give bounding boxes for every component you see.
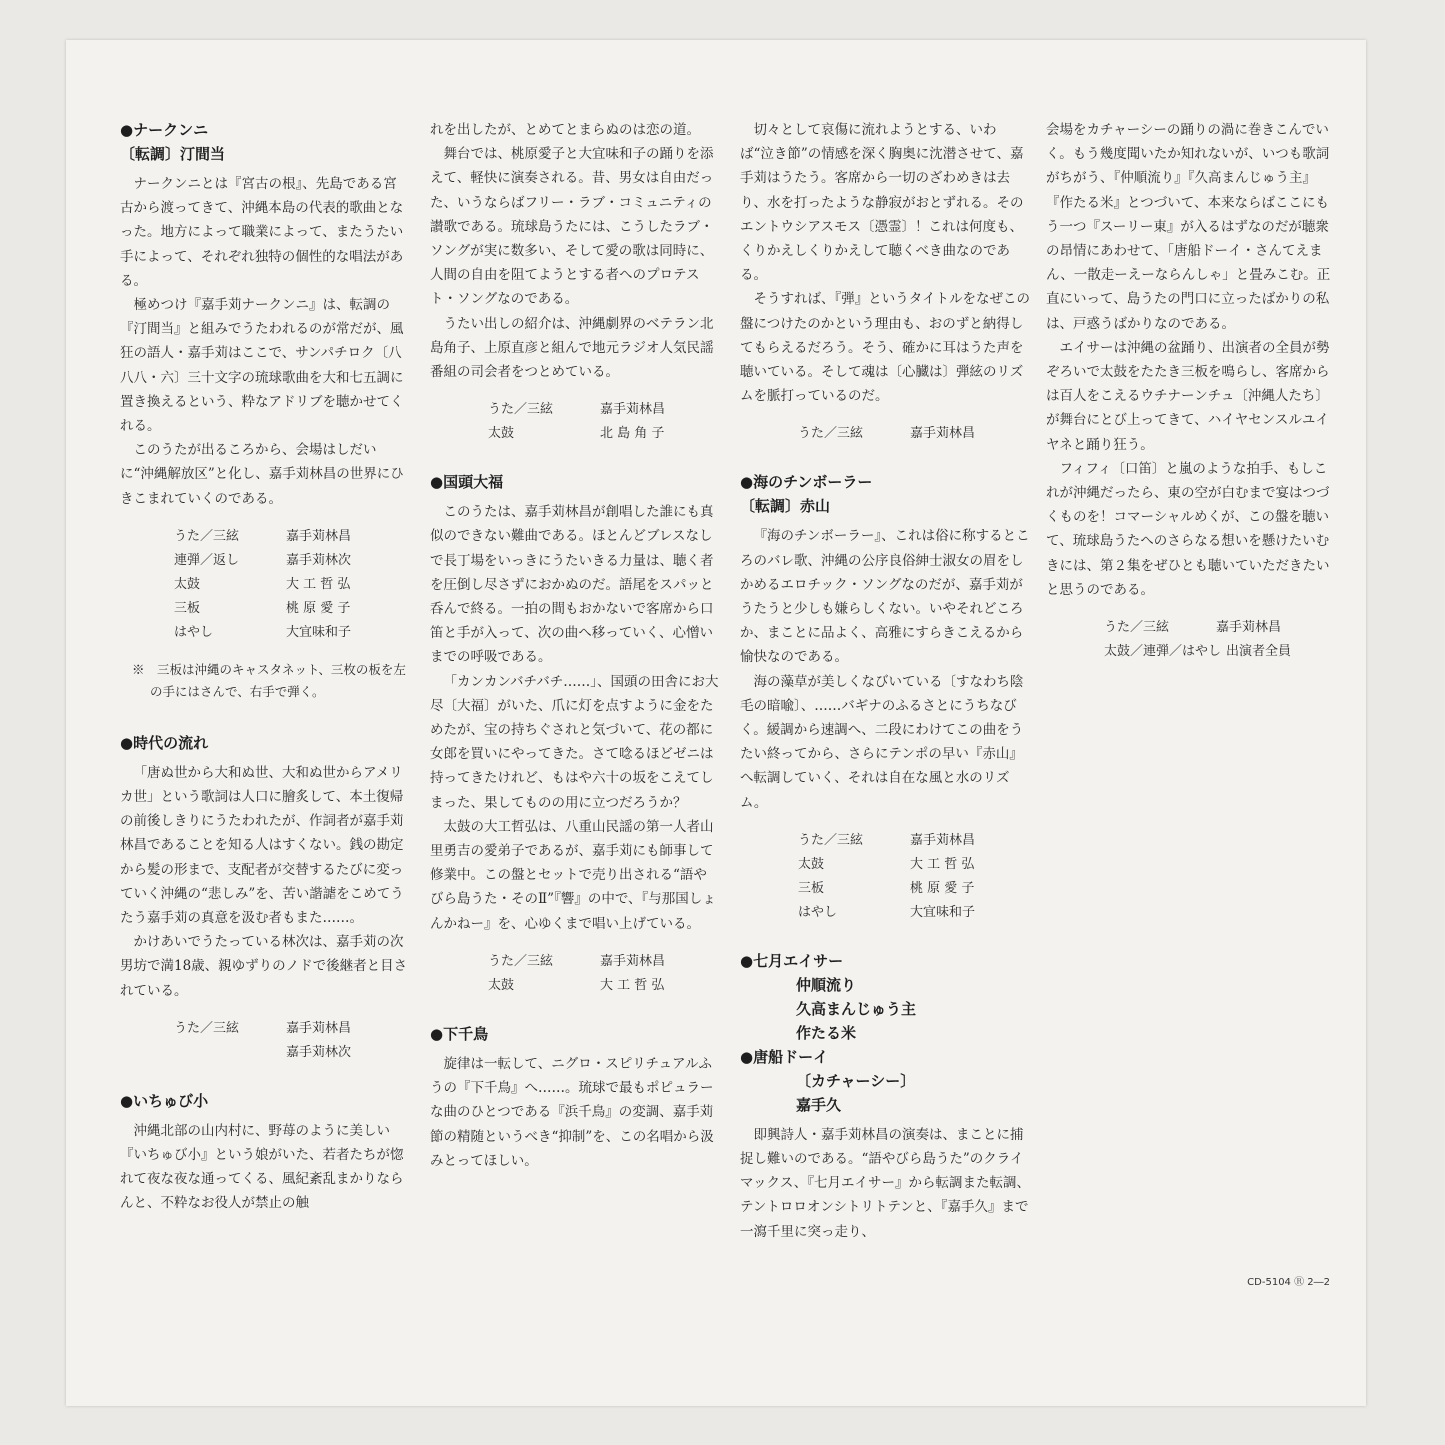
section-title: ●海のチンボーラー (740, 473, 873, 492)
liner-notes-sheet (66, 40, 1366, 1406)
column-3 (740, 118, 1030, 1244)
credits (430, 950, 720, 998)
paragraph: そうすれば、『弾』というタイトルをなぜこの盤につけたのかという理由も、おのずと納得してもらえるだろう。そう、確かに耳はうた声を聴いている。そして魂は〔心臓は〕弾絃のリズムを脈打っているのだ。 (740, 291, 1030, 405)
credits (740, 829, 1030, 925)
credit-row: うた／三絃 嘉手苅林昌 (174, 528, 352, 544)
credit-row: うた／三絃 嘉手苅林昌 (174, 1020, 352, 1036)
credits (740, 422, 1030, 446)
catalog-number: CD-5104 Ⓡ 2―2 (1247, 1277, 1330, 1288)
track-subtitle: 〔カチャーシー〕 (796, 1071, 916, 1090)
paragraph: エイサーは沖縄の盆踊り、出演者の全員が勢ぞろいで太鼓をたたき三板を鳴らし、客席からは百人をこえるウチナーンチュ〔沖縄人たち〕が舞台にとび上ってきて、ハイヤセンスルユイヤネと踊り狂う。 (1046, 339, 1330, 453)
column-2 (430, 118, 720, 1173)
credit-row: 太鼓 大 工 哲 弘 (798, 856, 975, 872)
credit-row: うた／三絃 嘉手苅林昌 (798, 832, 976, 848)
paragraph: ナークンニとは『宮古の根』、先島である宮古から渡ってきて、沖縄本島の代表的歌曲となった。地方によって職業によって、またうたい手によって、それぞれ独特の個性的な唱法がある。 (120, 176, 404, 289)
credit-row: 嘉手苅林次 (286, 1044, 352, 1060)
track-subtitle: 久高まんじゅう主 (796, 999, 917, 1018)
paragraph: 切々として哀傷に流れようとする、いわば“泣き節”の情感を深く胸奥に沈潜させて、嘉手苅はうたう。客席から一切のざわめきは去り、水を打ったような静寂がおとずれる。そのエントウシアスモス〔憑霊〕！これは何度も、くりかえしくりかえして聴くべき曲なのである。 (740, 122, 1024, 284)
track-subtitle: 仲順流り (796, 975, 857, 994)
section-title: ●下千鳥 (430, 1024, 489, 1043)
section-title: ●唐船ドーイ (740, 1047, 829, 1066)
paragraph: フィフィ〔口笛〕と嵐のような拍手、もしこれが沖縄だったら、東の空が白むまで宴はつづくものを！コマーシャルめくが、この盤を聴いて、琉球島うたへのさらなる想いを懸けたいむきには、第２集をぜひとも聴いていただきたいと思うのである。 (1046, 460, 1330, 598)
credits (120, 1017, 410, 1065)
credit-row: はやし 大宜味和子 (798, 904, 976, 920)
paragraph: れを出したが、とめてとまらぬのは恋の道。 (430, 122, 700, 138)
section-title: ●七月エイサー (740, 951, 844, 970)
paragraph: 極めつけ『嘉手苅ナークンニ』は、転調の『汀間当』と組みでうたわれるのが常だが、風狂の語人・嘉手苅はここで、サンパチロク〔八八八・六〕三十文字の琉球歌曲を大和七五調に置き換えるという、粋なアドリブを聴かせてくれる。 (120, 297, 404, 435)
paragraph: 太鼓の大工哲弘は、八重山民謡の第一人者山里勇吉の愛弟子であるが、嘉手苅にも師事して修業中。この盤とセットで売り出される“語やびら島うた・そのⅡ”『響』の中で、『与那国しょんかねー』を、心ゆくまで唱い上げている。 (430, 818, 716, 932)
paragraph: うたい出しの紹介は、沖縄劇界のベテラン北島角子、上原直彦と組んで地元ラジオ人気民謡番組の司会者をつとめている。 (430, 315, 714, 381)
track-subtitle: 作たる米 (796, 1023, 857, 1042)
paragraph: 即興詩人・嘉手苅林昌の演奏は、まことに捕捉し難いのである。“語やびら島うた”のクライマックス、『七月エイサー』から転調また転調、テントロロオンシトリトテンと、『嘉手久』まで一瀉千里に突っ走り、 (740, 1126, 1030, 1240)
footnote: ※ 三板は沖縄のキャスタネット、三枚の板を左の手にはさんで、右手で弾く。 (132, 661, 406, 699)
column-1 (120, 118, 410, 1216)
paragraph: 「カンカンバチバチ……」、国頭の田舎にお大尽〔大福〕がいた、爪に灯を点すように金をためたが、宝の持ちぐされと気づいて、花の都に女郎を買いにやってきた。さて唸るほどゼニは持ってきたけれど、もはや六十の坂をこえてしまった、果してものの用に立つだろうか？ (430, 673, 719, 811)
paragraph: 「唐ぬ世から大和ぬ世、大和ぬ世からアメリカ世」という歌詞は人口に膾炙して、本土復帰の前後しきりにうたわれたが、作詞者が嘉手苅林昌であることを知る人はすくない。銭の勘定から髪の形まで、支配者が交替するたびに変っていく沖縄の“悲しみ”を、苦い諧謔をこめてうたう嘉手苅の真意を汲む者もまた……。 (120, 764, 404, 927)
section-subtitle: 〔転調〕赤山 (740, 497, 831, 516)
credits (1046, 616, 1336, 664)
paragraph: このうたは、嘉手苅林昌が創唱した誰にも真似のできない難曲である。ほとんどブレスなしで長丁場をいっきにうたいきる力量は、聴く者を圧倒し尽さずにおかぬのだ。語尾をスパッと呑んで終る。一拍の間もおかないで客席から口笛と手が入って、次の曲へ移っていく、心憎いまでの呼吸である。 (430, 504, 714, 666)
paragraph: 海の藻草が美しくなびいている〔すなわち陰毛の暗喩〕、……バギナのふるさとにうちなびく。緩調から速調へ、二段にわけてこの曲をうたい終ってから、さらにテンポの早い『赤山』へ転調していく、それは自在な風と水のリズム。 (740, 673, 1024, 811)
paragraph: 沖縄北部の山内村に、野苺のように美しい『いちゅび小』という娘がいた、若者たちが惚れて夜な夜な通ってくる、風紀紊乱まかりならんと、不粋なお役人が禁止の触 (120, 1122, 404, 1212)
credit-row: 三板 桃 原 愛 子 (798, 880, 975, 896)
paragraph: 会場をカチャーシーの踊りの渦に巻きこんでいく。もう幾度聞いたか知れないが、いつも歌詞がちがう、『仲順流り』『久高まんじゅう主』『作たる米』とつづいて、本来ならばここにもう一つ『スーリー東』が入るはずなのだが聴衆の昂情にあわせて、「唐船ドーイ・さんてえまん、一散走ーえーならんしゃ」と畳みこむ。正直にいって、島うたの門口に立ったばかりの私は、戸惑うばかりなのである。 (1046, 122, 1331, 332)
credit-row: 三板 桃 原 愛 子 (174, 600, 351, 616)
section-title: ●いちゅび小 (120, 1091, 209, 1110)
paragraph: 『海のチンボーラー』、これは俗に称するところのバレ歌、沖縄の公序良俗紳士淑女の眉をしかめるエロチック・ソングなのだが、嘉手苅がうたうと少しも嫌らしくない。いやそれどころか、まことに品よく、高雅にすらきこえるから愉快なのである。 (740, 528, 1030, 666)
column-4 (1046, 118, 1336, 670)
credits (120, 525, 410, 645)
credit-row: はやし 大宜味和子 (174, 624, 352, 640)
paragraph: 舞台では、桃原愛子と大宜味和子の踊りを添えて、軽快に演奏される。昔、男女は自由だった、いうならばフリー・ラブ・コミュニティの讃歌である。琉球島うたには、こうしたラブ・ソングが実に数多い、そして愛の歌は同時に、人間の自由を阻てようとする者へのプロテスト・ソングなのである。 (430, 146, 714, 308)
track-subtitle: 嘉手久 (796, 1095, 842, 1114)
credit-row: 太鼓／連弾／はやし 出演者全員 (1104, 644, 1292, 660)
credit-row: 太鼓 大 工 哲 弘 (488, 977, 665, 993)
credit-row: 太鼓 北 島 角 子 (488, 426, 665, 442)
credit-row: 太鼓 大 工 哲 弘 (174, 576, 351, 592)
credit-row: うた／三絃 嘉手苅林昌 (488, 402, 666, 418)
paragraph: かけあいでうたっている林次は、嘉手苅の次男坊で満18歳、親ゆずりのノドで後継者と目されている。 (120, 934, 408, 999)
credits (430, 398, 720, 446)
section-title: ●ナークンニ (120, 121, 209, 139)
credit-row: うた／三絃 嘉手苅林昌 (798, 426, 976, 442)
paragraph: 旋律は一転して、ニグロ・スピリチュアルふうの『下千鳥』へ……。琉球で最もポピュラーな曲のひとつである『浜千鳥』の変調、嘉手苅節の精随というべき“抑制”を、この名唱から汲みとってほしい。 (430, 1055, 714, 1169)
section-title: ●国頭大福 (430, 473, 504, 492)
credit-row: 連弾／返し 嘉手苅林次 (174, 552, 352, 568)
credit-row: うた／三絃 嘉手苅林昌 (488, 953, 666, 969)
section-subtitle: 〔転調〕汀間当 (120, 145, 226, 163)
paragraph: このうたが出るころから、会場はしだいに“沖縄解放区”と化し、嘉手苅林昌の世界にひきこまれていくのである。 (120, 442, 404, 507)
section-title: ●時代の流れ (120, 733, 209, 752)
credit-row: うた／三絃 嘉手苅林昌 (1104, 620, 1282, 636)
